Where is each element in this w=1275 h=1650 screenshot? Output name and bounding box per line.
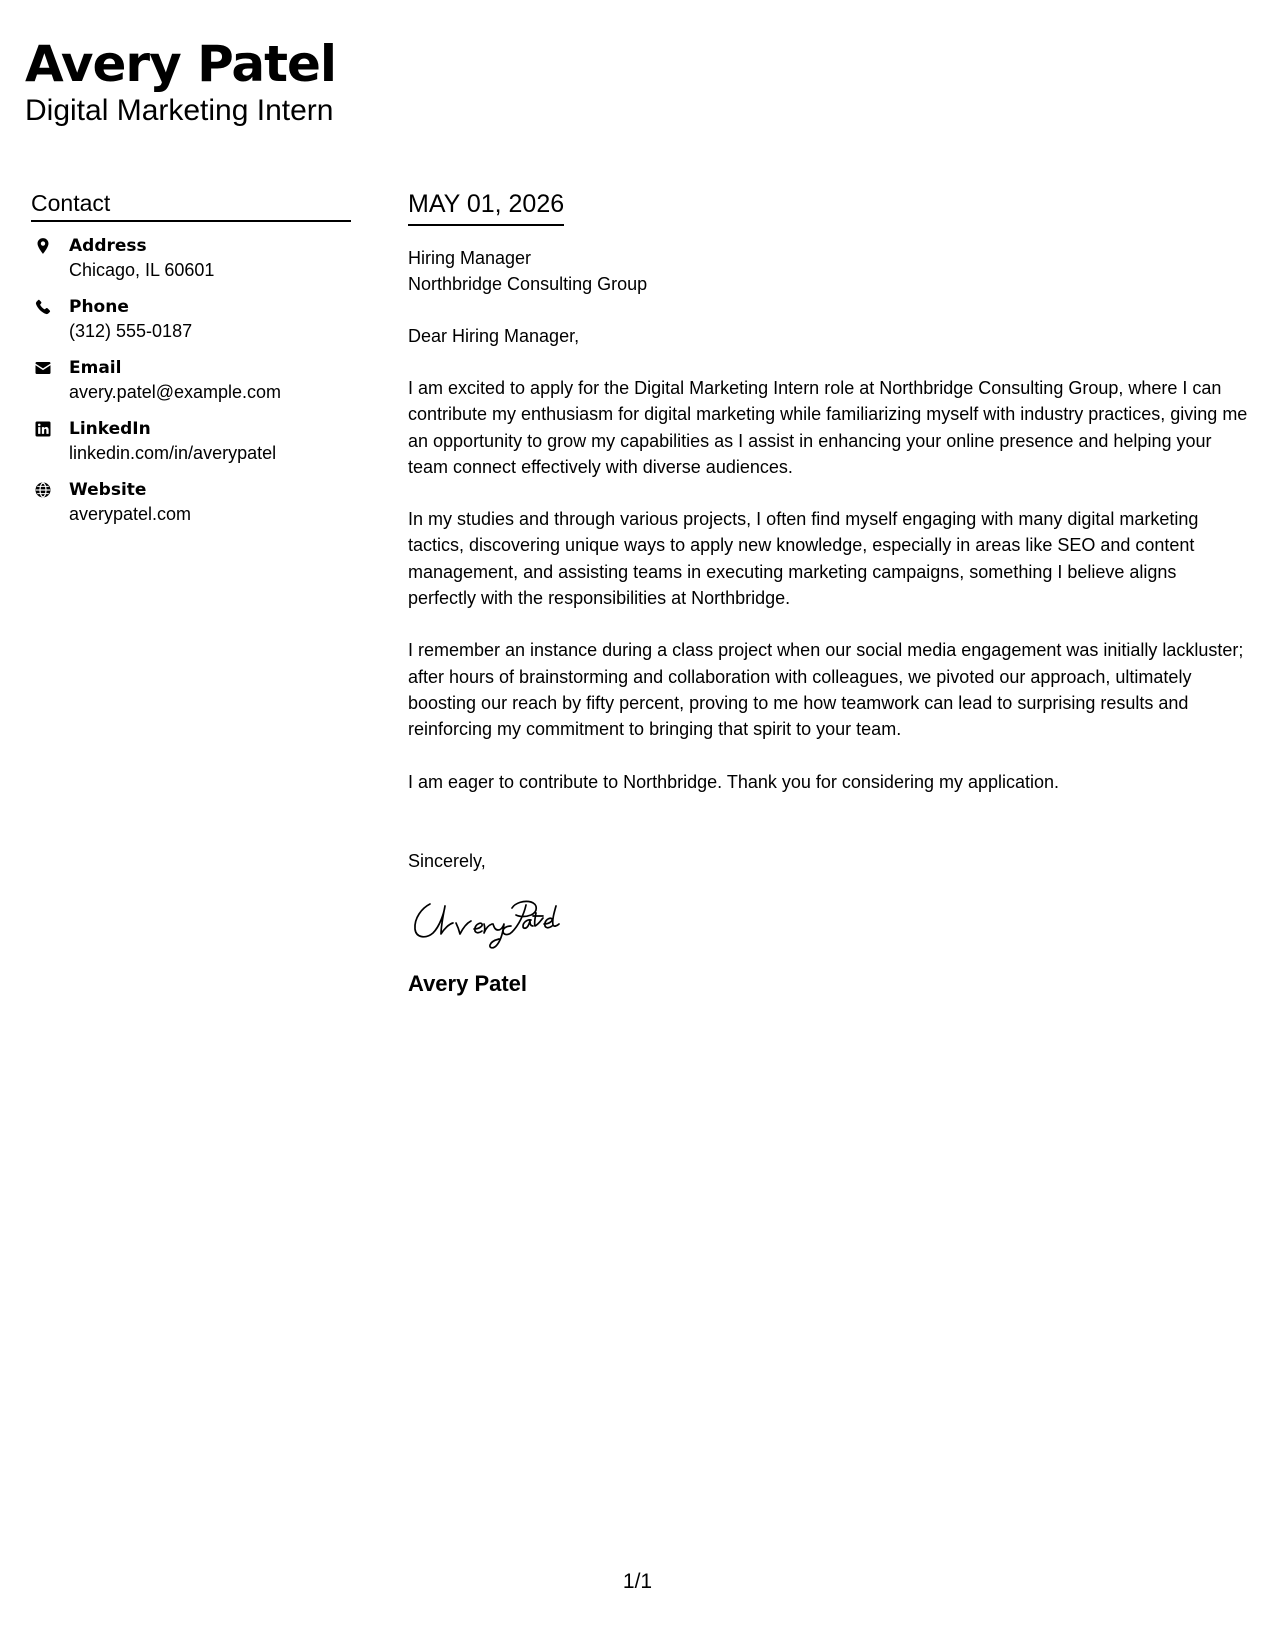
contact-item-email [31, 356, 351, 404]
contact-sidebar [31, 188, 351, 539]
greeting: Dear Hiring Manager, [408, 326, 580, 346]
letter-date: MAY 01, 2026 [408, 188, 564, 226]
contact-item-website [31, 478, 351, 526]
contact-label: Address [69, 236, 147, 256]
recipient-block [408, 245, 1248, 297]
globe-icon [31, 478, 69, 499]
applicant-name: Avery Patel [25, 35, 337, 93]
page-number: 1/1 [622, 1570, 653, 1593]
letter-paragraph: I am eager to contribute to Northbridge. Thank you for considering my application. [408, 771, 1060, 792]
contact-label: Phone [69, 297, 129, 317]
contact-item-phone [31, 295, 351, 343]
letter-paragraph: I remember an instance during a class project when our social media engagement was initially lackluster; after hours of brainstorming and collaboration with colleagues, we pivoted our approach, ultimately boosting our reach by fifty percent, proving to me how teamwork can lead to surprising results and reinforcing my commitment to bringing that spirit to your team. [408, 640, 1244, 740]
contact-label: Email [69, 358, 122, 378]
contact-value: averypatel.com [69, 504, 192, 524]
contact-value: avery.patel@example.com [69, 382, 282, 402]
contact-item-linkedin [31, 417, 351, 465]
letter-paragraph: I am excited to apply for the Digital Marketing Intern role at Northbridge Consulting Group, where I can contribute my enthusiasm for digital marketing while familiarizing myself with industry practices, giving me an opportunity to grow my capabilities as I assist in enhancing your online presence and helping your team connect effectively with diverse audiences. [408, 378, 1248, 477]
closing: Sincerely, [408, 850, 486, 871]
contact-value: linkedin.com/in/averypatel [69, 443, 277, 463]
contact-title: Contact [31, 188, 351, 222]
contact-value: Chicago, IL 60601 [69, 260, 215, 280]
recipient-company: Northbridge Consulting Group [408, 274, 648, 294]
envelope-icon [31, 356, 69, 377]
linkedin-icon [31, 417, 69, 438]
phone-icon [31, 295, 69, 316]
contact-item-address [31, 234, 351, 282]
applicant-role: Digital Marketing Intern [25, 94, 334, 127]
resume-header [25, 34, 336, 128]
map-pin-icon [31, 234, 69, 255]
recipient-title: Hiring Manager [408, 248, 532, 268]
cover-letter-body [408, 188, 1248, 998]
letter-paragraph: In my studies and through various projects, I often find myself engaging with many digital marketing tactics, discovering unique ways to apply new knowledge, especially in areas like SEO and content management, and assisting teams in executing marketing campaigns, something I believe aligns perfectly with the responsibilities at Northbridge. [408, 509, 1199, 609]
contact-label: LinkedIn [69, 419, 151, 439]
handwritten-signature [408, 892, 1248, 950]
contact-label: Website [69, 480, 147, 500]
signed-name: Avery Patel [408, 970, 528, 996]
contact-value: (312) 555-0187 [69, 321, 193, 341]
